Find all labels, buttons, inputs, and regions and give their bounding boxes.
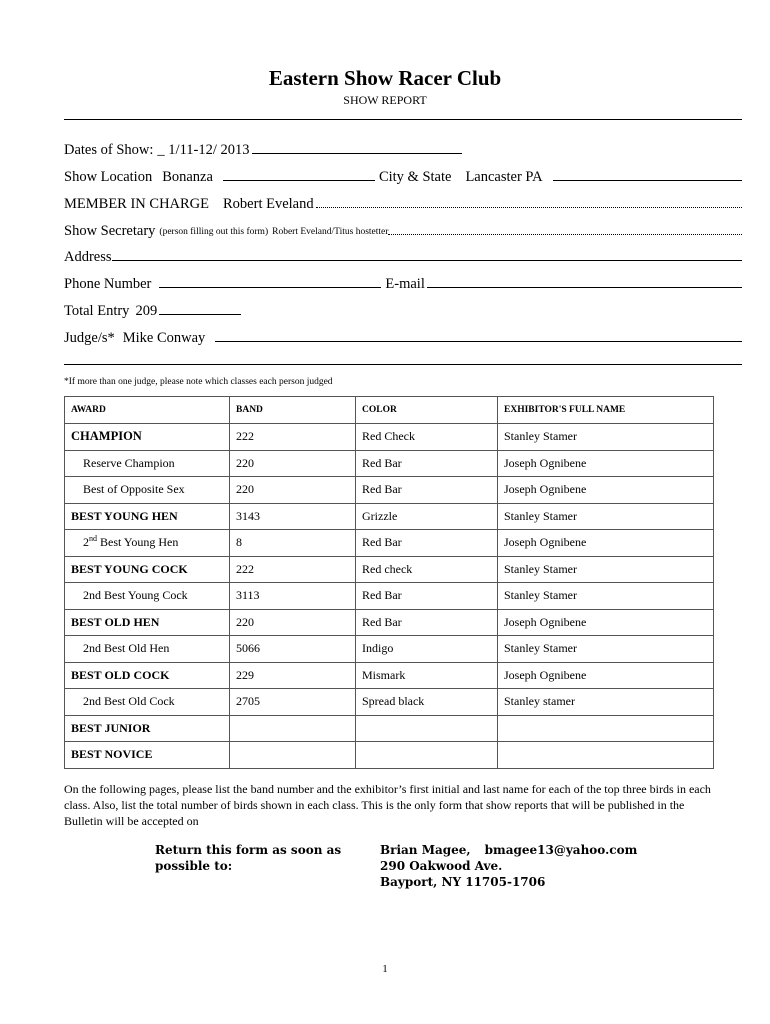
award-cell: Reserve Champion xyxy=(65,450,230,477)
phone-underline[interactable] xyxy=(159,287,381,288)
report-subtitle: SHOW REPORT xyxy=(343,93,427,107)
exhibitor-cell[interactable]: Stanley stamer xyxy=(498,689,714,716)
award-cell: BEST OLD HEN xyxy=(65,609,230,636)
exhibitor-cell[interactable]: Joseph Ognibene xyxy=(498,609,714,636)
dates-row xyxy=(64,137,742,159)
table-row xyxy=(65,556,714,583)
exhibitor-cell[interactable]: Joseph Ognibene xyxy=(498,530,714,557)
judge-extra-underline[interactable] xyxy=(64,364,742,365)
member-row xyxy=(64,191,742,213)
return-name: Brian Magee, xyxy=(380,843,471,857)
page-number: 1 xyxy=(382,963,388,975)
return-city: Bayport, NY 11705-1706 xyxy=(380,875,546,889)
table-row xyxy=(65,636,714,663)
band-cell[interactable]: 3143 xyxy=(230,503,356,530)
awards-table xyxy=(64,396,714,769)
band-cell[interactable]: 229 xyxy=(230,662,356,689)
color-cell[interactable]: Mismark xyxy=(356,662,498,689)
color-cell[interactable]: Red Bar xyxy=(356,450,498,477)
exhibitor-cell[interactable]: Stanley Stamer xyxy=(498,556,714,583)
band-cell[interactable] xyxy=(230,742,356,769)
header-award: AWARD xyxy=(65,397,230,424)
color-cell[interactable]: Red check xyxy=(356,556,498,583)
address-row xyxy=(64,244,742,266)
dates-value[interactable]: _ 1/11-12/ 2013 xyxy=(157,142,250,158)
band-cell[interactable]: 8 xyxy=(230,530,356,557)
band-cell[interactable]: 5066 xyxy=(230,636,356,663)
table-row xyxy=(65,662,714,689)
award-cell: BEST JUNIOR xyxy=(65,715,230,742)
club-title: Eastern Show Racer Club xyxy=(268,66,502,90)
header-divider xyxy=(64,119,742,120)
judge-underline xyxy=(215,341,742,342)
return-email[interactable]: bmagee13@yahoo.com xyxy=(484,843,638,857)
band-cell[interactable]: 3113 xyxy=(230,583,356,610)
address-underline[interactable] xyxy=(112,260,742,261)
award-cell: BEST YOUNG HEN xyxy=(65,503,230,530)
email-underline[interactable] xyxy=(427,287,742,288)
color-cell[interactable]: Indigo xyxy=(356,636,498,663)
location-row xyxy=(64,164,742,186)
award-cell: Best of Opposite Sex xyxy=(65,477,230,504)
return-address-block xyxy=(155,842,638,889)
secretary-underline xyxy=(388,234,742,235)
color-cell[interactable]: Red Check xyxy=(356,424,498,451)
member-value[interactable]: Robert Eveland xyxy=(223,196,314,212)
instructions-paragraph: On the following pages, please list the band number and the exhibitor’s first initial and last name for each of the top three birds in each class. Also, list the total number of birds shown in each class. This is the only form that show reports that will be published in the Bulletin will be accepted on xyxy=(64,782,711,828)
exhibitor-cell[interactable]: Stanley Stamer xyxy=(498,583,714,610)
entry-underline xyxy=(159,314,241,315)
table-row xyxy=(65,530,714,557)
band-cell[interactable]: 2705 xyxy=(230,689,356,716)
color-cell[interactable]: Red Bar xyxy=(356,477,498,504)
award-cell: BEST NOVICE xyxy=(65,742,230,769)
exhibitor-cell[interactable] xyxy=(498,715,714,742)
award-cell: CHAMPION xyxy=(65,424,230,451)
address-label: Address xyxy=(64,249,112,265)
color-cell[interactable]: Red Bar xyxy=(356,583,498,610)
location-underline xyxy=(223,180,375,181)
band-cell[interactable]: 220 xyxy=(230,450,356,477)
judge-label: Judge/s* xyxy=(64,330,115,346)
color-cell[interactable]: Grizzle xyxy=(356,503,498,530)
band-cell[interactable]: 220 xyxy=(230,609,356,636)
award-cell: 2nd Best Young Cock xyxy=(65,583,230,610)
secretary-hint: (person filling out this form) xyxy=(159,227,269,237)
secretary-row xyxy=(64,218,742,240)
exhibitor-cell[interactable] xyxy=(498,742,714,769)
secretary-label: Show Secretary xyxy=(64,223,156,239)
secretary-value[interactable]: Robert Eveland/Titus hostetter xyxy=(272,227,389,237)
band-cell[interactable] xyxy=(230,715,356,742)
exhibitor-cell[interactable]: Joseph Ognibene xyxy=(498,450,714,477)
header-color: COLOR xyxy=(356,397,498,424)
color-cell[interactable] xyxy=(356,715,498,742)
exhibitor-cell[interactable]: Stanley Stamer xyxy=(498,503,714,530)
entry-label: Total Entry xyxy=(64,303,130,319)
member-label: MEMBER IN CHARGE xyxy=(64,196,210,212)
table-row xyxy=(65,424,714,451)
judge-row xyxy=(64,325,742,347)
award-cell: 2nd Best Old Cock xyxy=(65,689,230,716)
award-cell: 2nd Best Young Hen xyxy=(65,530,230,557)
table-row xyxy=(65,715,714,742)
exhibitor-cell[interactable]: Joseph Ognibene xyxy=(498,477,714,504)
award-cell: BEST YOUNG COCK xyxy=(65,556,230,583)
color-cell[interactable]: Red Bar xyxy=(356,530,498,557)
phone-row xyxy=(64,271,742,293)
table-row xyxy=(65,609,714,636)
table-header-row xyxy=(65,397,714,424)
color-cell[interactable]: Red Bar xyxy=(356,609,498,636)
city-label: City & State xyxy=(378,169,452,185)
header-exhibitor: EXHIBITOR'S FULL NAME xyxy=(498,397,714,424)
color-cell[interactable] xyxy=(356,742,498,769)
band-cell[interactable]: 222 xyxy=(230,556,356,583)
judge-note: *If more than one judge, please note which classes each person judged xyxy=(64,377,333,387)
judge-extra-row xyxy=(64,348,742,370)
dates-underline xyxy=(252,153,462,154)
judge-value[interactable]: Mike Conway xyxy=(122,330,206,346)
member-underline xyxy=(316,207,742,208)
city-value[interactable]: Lancaster PA xyxy=(465,169,543,185)
table-row xyxy=(65,583,714,610)
table-row xyxy=(65,450,714,477)
entry-row xyxy=(64,298,742,320)
table-row xyxy=(65,503,714,530)
table-row xyxy=(65,742,714,769)
color-cell[interactable]: Spread black xyxy=(356,689,498,716)
band-cell[interactable]: 220 xyxy=(230,477,356,504)
dates-label: Dates of Show: xyxy=(64,142,154,158)
location-label: Show Location xyxy=(64,169,153,185)
email-label: E-mail xyxy=(385,276,425,292)
exhibitor-cell[interactable]: Stanley Stamer xyxy=(498,636,714,663)
table-row xyxy=(65,689,714,716)
phone-label: Phone Number xyxy=(64,276,152,292)
header-band: BAND xyxy=(230,397,356,424)
city-underline xyxy=(553,180,742,181)
award-cell: 2nd Best Old Hen xyxy=(65,636,230,663)
return-address xyxy=(380,842,637,890)
return-street: 290 Oakwood Ave. xyxy=(380,859,503,873)
exhibitor-cell[interactable]: Joseph Ognibene xyxy=(498,662,714,689)
band-cell[interactable]: 222 xyxy=(230,424,356,451)
award-cell: BEST OLD COCK xyxy=(65,662,230,689)
location-value[interactable]: Bonanza xyxy=(162,169,213,185)
exhibitor-cell[interactable]: Stanley Stamer xyxy=(498,424,714,451)
table-row xyxy=(65,477,714,504)
entry-value[interactable]: 209 xyxy=(135,303,158,319)
return-label: Return this form as soon as possible to: xyxy=(155,843,342,873)
